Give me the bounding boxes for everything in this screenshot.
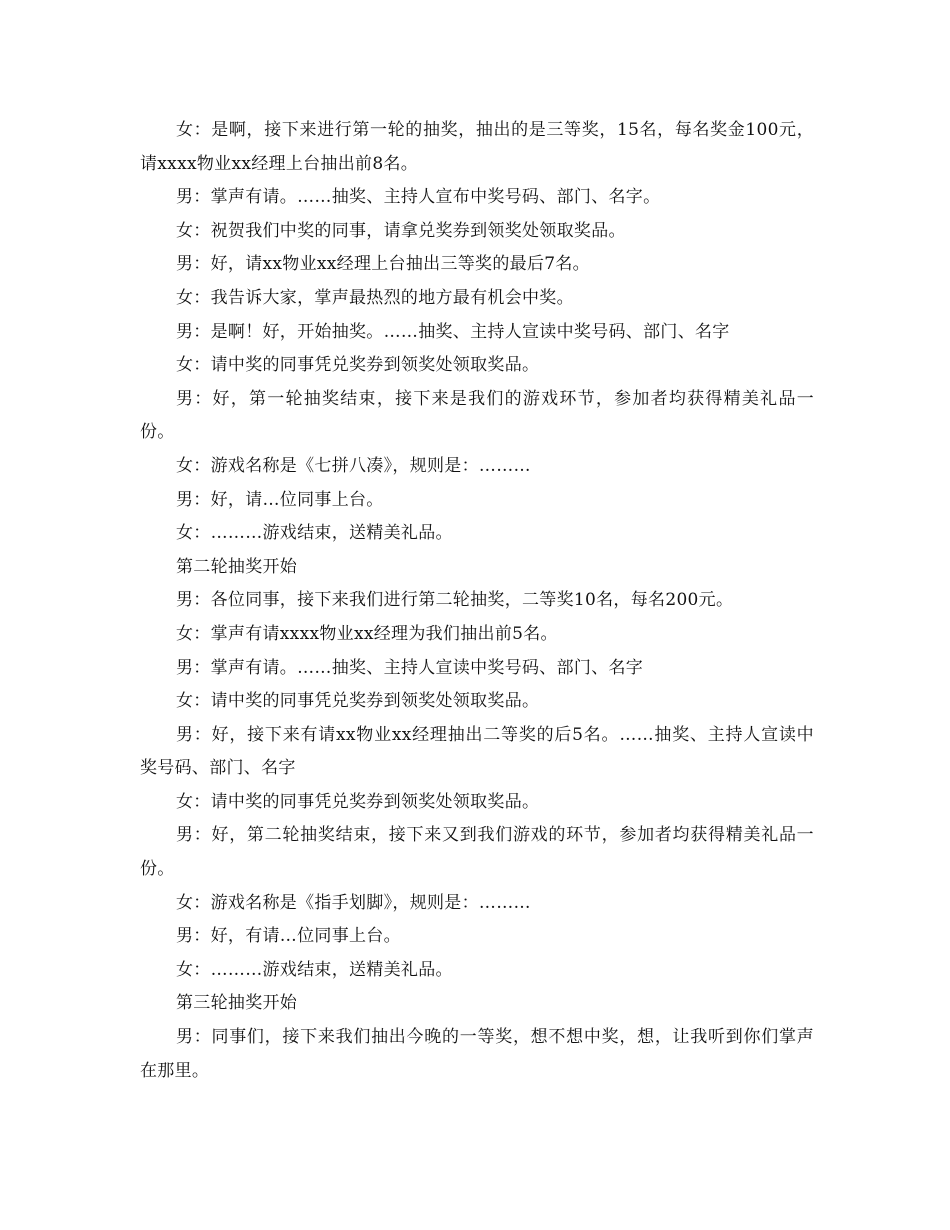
document-body bbox=[140, 114, 814, 1088]
paragraph: 女：请中奖的同事凭兑奖券到领奖处领取奖品。 bbox=[176, 355, 540, 376]
paragraph: 女：请中奖的同事凭兑奖券到领奖处领取奖品。 bbox=[176, 791, 540, 812]
paragraph: 男：同事们，接下来我们抽出今晚的一等奖，想不想中奖，想，让我听到你们掌声在那里。 bbox=[140, 1027, 814, 1081]
section-heading: 第二轮抽奖开始 bbox=[176, 556, 298, 577]
paragraph: 男：是啊！好，开始抽奖。……抽奖、主持人宣读中奖号码、部门、名字 bbox=[176, 321, 730, 342]
paragraph: 女：游戏名称是《指手划脚》，规则是：……… bbox=[176, 892, 531, 913]
paragraph: 女：………游戏结束，送精美礼品。 bbox=[176, 959, 453, 980]
paragraph: 男：各位同事，接下来我们进行第二轮抽奖，二等奖10名，每名200元。 bbox=[176, 590, 734, 611]
paragraph: 男：掌声有请。……抽奖、主持人宣读中奖号码、部门、名字 bbox=[176, 657, 644, 678]
paragraph: 男：好，第一轮抽奖结束，接下来是我们的游戏环节，参加者均获得精美礼品一份。 bbox=[140, 388, 814, 443]
paragraph: 男：好，请xx物业xx经理上台抽出三等奖的最后7名。 bbox=[176, 254, 590, 275]
paragraph: 女：请中奖的同事凭兑奖券到领奖处领取奖品。 bbox=[176, 691, 540, 712]
paragraph: 女：………游戏结束，送精美礼品。 bbox=[176, 523, 453, 544]
paragraph: 女：掌声有请xxxx物业xx经理为我们抽出前5名。 bbox=[176, 623, 558, 644]
paragraph: 男：好，第二轮抽奖结束，接下来又到我们游戏的环节，参加者均获得精美礼品一份。 bbox=[140, 825, 814, 880]
paragraph: 女：祝贺我们中奖的同事，请拿兑奖券到领奖处领取奖品。 bbox=[176, 220, 626, 241]
paragraph: 女：是啊，接下来进行第一轮的抽奖，抽出的是三等奖，15名，每名奖金100元，请xxxx物业xx经理上台抽出前8名。 bbox=[140, 120, 814, 174]
section-heading: 第三轮抽奖开始 bbox=[176, 993, 298, 1014]
paragraph: 女：游戏名称是《七拼八凑》，规则是：……… bbox=[176, 455, 531, 476]
paragraph: 男：好，接下来有请xx物业xx经理抽出二等奖的后5名。……抽奖、主持人宣读中奖号码、部门、名字 bbox=[140, 724, 814, 779]
paragraph: 男：好，有请…位同事上台。 bbox=[176, 926, 401, 947]
paragraph: 男：掌声有请。……抽奖、主持人宣布中奖号码、部门、名字。 bbox=[176, 187, 661, 208]
paragraph: 女：我告诉大家，掌声最热烈的地方最有机会中奖。 bbox=[176, 287, 574, 308]
paragraph: 男：好，请…位同事上台。 bbox=[176, 489, 384, 510]
